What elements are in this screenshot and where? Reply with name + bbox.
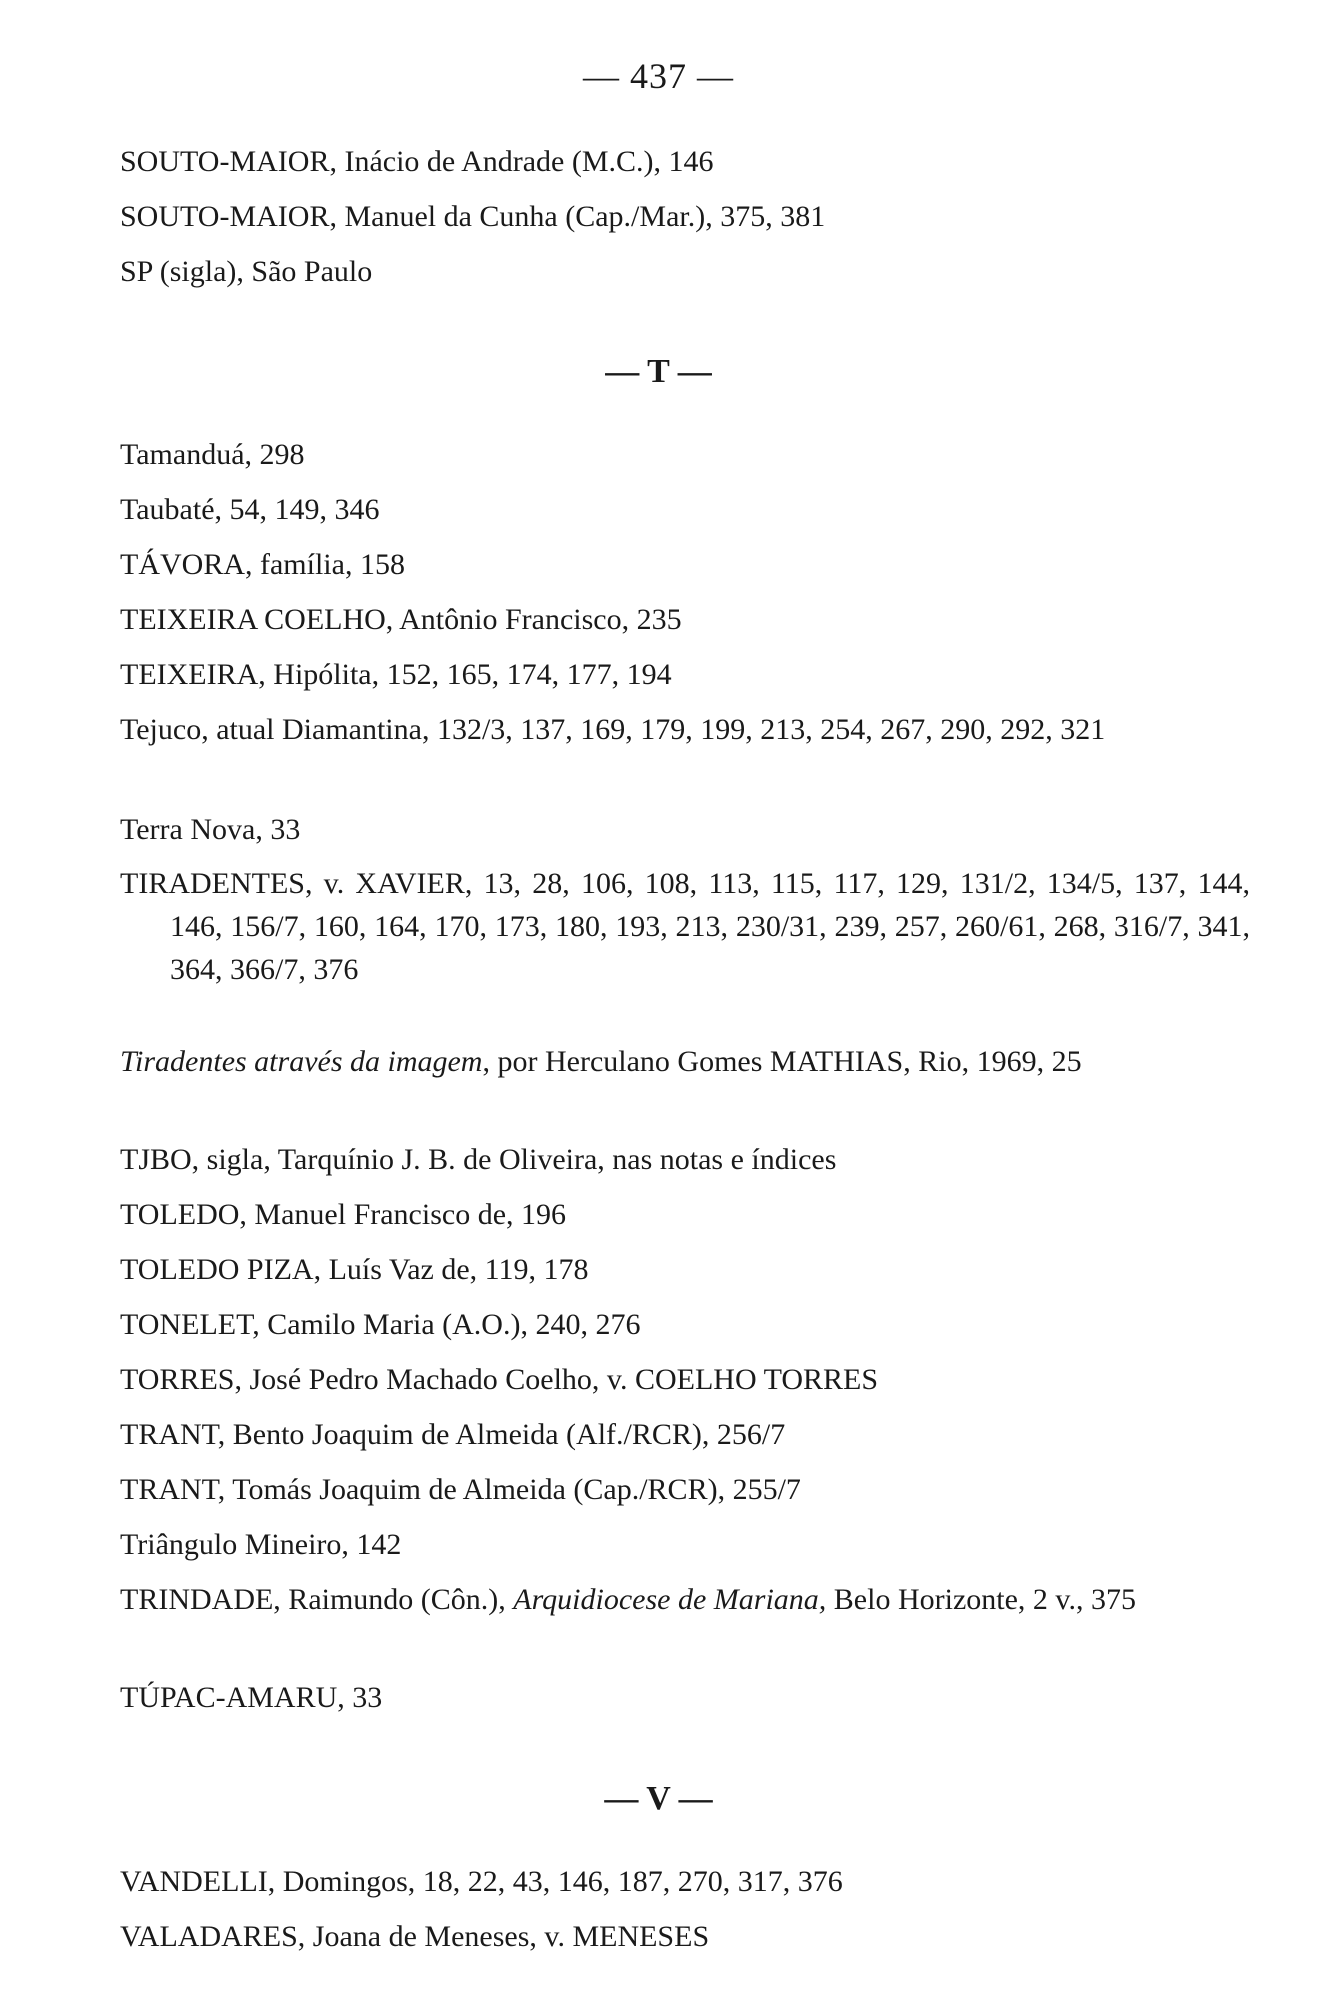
index-entry: Tejuco, atual Diamantina, 132/3, 137, 169, 179, 199, 213, 254, 267, 290, 292, 321	[120, 713, 1106, 746]
index-entry: TEIXEIRA COELHO, Antônio Francisco, 235	[120, 603, 682, 636]
index-entry: VANDELLI, Domingos, 18, 22, 43, 146, 187, 270, 317, 376	[120, 1865, 843, 1898]
index-entry: Triângulo Mineiro, 142	[120, 1528, 402, 1561]
entry-text: TRINDADE, Raimundo (Côn.),	[120, 1583, 514, 1616]
section-heading-v: — V —	[604, 1780, 713, 1817]
index-entry: TÚPAC-AMARU, 33	[120, 1681, 383, 1714]
book-title: Arquidiocese de Mariana,	[513, 1583, 827, 1616]
index-entry: TRANT, Bento Joaquim de Almeida (Alf./RCR), 256/7	[120, 1418, 786, 1451]
index-entry: TOLEDO, Manuel Francisco de, 196	[120, 1198, 567, 1231]
index-entry	[120, 1040, 1250, 1083]
index-entry: TORRES, José Pedro Machado Coelho, v. COELHO TORRES	[120, 1363, 879, 1396]
index-entry: TOLEDO PIZA, Luís Vaz de, 119, 178	[120, 1253, 589, 1286]
index-entry: TONELET, Camilo Maria (A.O.), 240, 276	[120, 1308, 641, 1341]
book-title: Tiradentes através da imagem	[120, 1045, 483, 1078]
index-entry: TEIXEIRA, Hipólita, 152, 165, 174, 177, 194	[120, 658, 672, 691]
index-entry: SOUTO-MAIOR, Inácio de Andrade (M.C.), 146	[120, 145, 714, 178]
entry-text: Belo Horizonte, 2 v., 375	[826, 1583, 1136, 1616]
index-entry: SP (sigla), São Paulo	[120, 255, 373, 288]
index-entry: Taubaté, 54, 149, 346	[120, 493, 380, 526]
index-entry	[120, 1578, 1250, 1621]
index-entry: TRANT, Tomás Joaquim de Almeida (Cap./RCR), 255/7	[120, 1473, 801, 1506]
index-entry: VALADARES, Joana de Meneses, v. MENESES	[120, 1920, 710, 1953]
index-entry: Terra Nova, 33	[120, 813, 301, 846]
index-entry: TIRADENTES, v. XAVIER, 13, 28, 106, 108, 113, 115, 117, 129, 131/2, 134/5, 137, 144, 146, 156/7, 160, 164, 170, 173, 180, 193, 213, 230/31, 239, 257, 260/61, 268, 316/7, 341, 364, 366/7, 376	[120, 867, 1250, 986]
index-entry: TJBO, sigla, Tarquínio J. B. de Oliveira, nas notas e índices	[120, 1143, 837, 1176]
page-number: — 437 —	[583, 56, 734, 96]
entry-text: , por Herculano Gomes MATHIAS, Rio, 1969, 25	[482, 1045, 1082, 1078]
index-entry: Tamanduá, 298	[120, 438, 305, 471]
section-heading-t: — T —	[605, 353, 712, 390]
index-entry: TÁVORA, família, 158	[120, 548, 405, 581]
index-entry: SOUTO-MAIOR, Manuel da Cunha (Cap./Mar.), 375, 381	[120, 200, 826, 233]
